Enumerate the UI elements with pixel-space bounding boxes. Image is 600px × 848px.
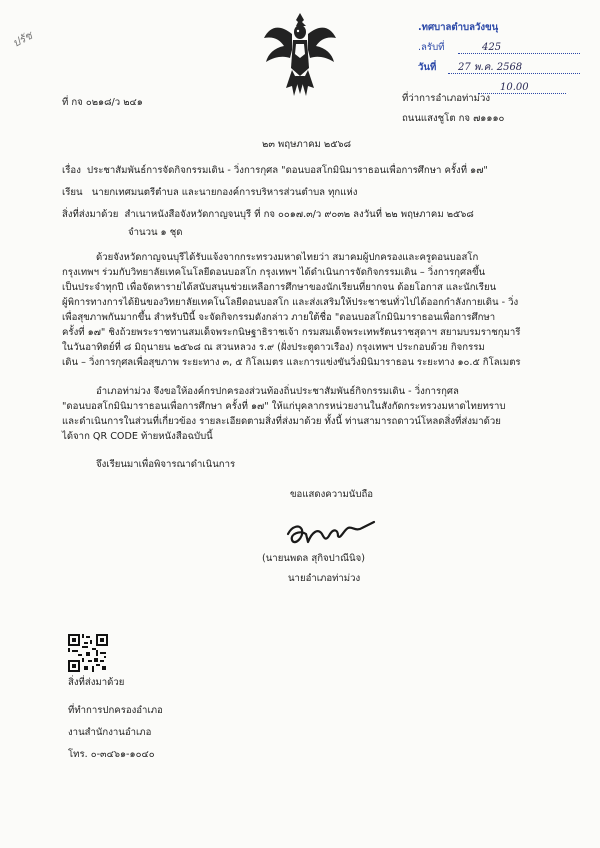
paragraph-1 xyxy=(62,250,558,370)
paragraph-line: กรุงเทพฯ ร่วมกับวิทยาลัยเทคโนโลยีดอนบอสโก กรุงเทพฯ ได้ดำเนินการจัดกิจกรรมเดิน – วิ่งการกุศลขึ้น xyxy=(62,267,486,278)
stamp-org: .ทศบาลตำบลวังขนุ xyxy=(418,22,499,33)
stamp-received-number: 425 xyxy=(482,42,502,53)
footer-department: งานสำนักงานอำเภอ xyxy=(68,727,152,738)
subject-row xyxy=(62,164,488,178)
paragraph-line: เป็นประจำทุกปี เพื่อจัดหารายได้สนับสนุนช่วยเหลือการศึกษาของนักเรียนที่ยากจน ด้อยโอกาส และนักเรียน xyxy=(62,282,497,293)
recipient-text: นายกเทศมนตรีตำบล และนายกองค์การบริหารส่วนตำบล ทุกแห่ง xyxy=(91,187,358,198)
paragraph-2 xyxy=(62,384,558,444)
paragraph-line: ครั้งที่ ๑๗" ชิงถ้วยพระราชทานสมเด็จพระกนิษฐาธิราชเจ้า กรมสมเด็จพระเทพรัตนราชสุดาฯ สยามบรมราชกุมารี xyxy=(62,327,521,338)
enclosure-text: สำเนาหนังสือจังหวัดกาญจนบุรี ที่ กจ ๐๐๑๗.๓/ว ๙๐๓๒ ลงวันที่ ๒๒ พฤษภาคม ๒๕๖๘ xyxy=(124,209,474,220)
receiving-stamp xyxy=(418,18,580,94)
garuda-emblem-icon xyxy=(262,10,338,100)
stamp-time: 10.00 xyxy=(500,82,529,93)
signature-image xyxy=(282,512,378,552)
paragraph-line: เพื่อสุขภาพกันมากขึ้น สำหรับปีนี้ จะจัดกิจกรรมดังกล่าว ภายใต้ชื่อ "ดอนบอสโกมินิมาราธอนเพื่อการศึกษา xyxy=(62,312,496,323)
recipient-label: เรียน xyxy=(62,187,83,198)
paragraph-line: อำเภอท่าม่วง จึงขอให้องค์กรปกครองส่วนท้องถิ่นประชาสัมพันธ์กิจกรรมเดิน - วิ่งการกุศล xyxy=(96,386,459,397)
paragraph-line: "ดอนบอสโกมินิมาราธอนเพื่อการศึกษา ครั้งที่ ๑๗" ให้แก่บุคลากรหน่วยงานในสังกัดกระทรวงมหาดไทยทราบ xyxy=(62,401,506,412)
paragraph-line: ผู้พิการทางการได้ยินของวิทยาลัยเทคโนโลยีดอนบอสโก และส่งเสริมให้ประชาชนทั่วไปได้ออกกำลังกายเดิน - วิ่ง xyxy=(62,297,519,308)
office-address-line2: ถนนแสงชูโต กจ ๗๑๑๑๐ xyxy=(402,113,505,124)
footer-phone: โทร. ๐-๓๔๖๑-๑๐๔๐ xyxy=(68,749,155,760)
office-address-line1: ที่ว่าการอำเภอท่าม่วง xyxy=(402,93,491,104)
paragraph-line: และดำเนินการในส่วนที่เกี่ยวข้อง รายละเอียดตามสิ่งที่ส่งมาด้วย ทั้งนี้ ท่านสามารถดาวน์โหลดสิ่งที่ส่งมาด้วย xyxy=(62,416,501,427)
margin-note: ปรัช xyxy=(10,28,35,50)
enclosure-label: สิ่งที่ส่งมาด้วย xyxy=(62,209,119,220)
qr-code-image xyxy=(68,634,108,672)
subject-label: เรื่อง xyxy=(62,165,81,176)
enclosure-row xyxy=(62,208,474,222)
subject-text: ประชาสัมพันธ์การจัดกิจกรรมเดิน - วิ่งการกุศล "ดอนบอสโกมินิมาราธอนเพื่อการศึกษา ครั้งที่ ๑๗" xyxy=(87,165,488,176)
paragraph-line: ได้จาก QR CODE ท้ายหนังสือฉบับนี้ xyxy=(62,431,213,442)
paragraph-3: จึงเรียนมาเพื่อพิจารณาดำเนินการ xyxy=(96,459,236,470)
document-date: ๒๓ พฤษภาคม ๒๕๖๘ xyxy=(262,139,351,150)
stamp-date-value: 27 พ.ค. 2568 xyxy=(458,62,523,73)
document-number: ที่ กจ ๐๒๑๘/ว ๒๔๑ xyxy=(62,97,143,108)
footer-office: ที่ทำการปกครองอำเภอ xyxy=(68,705,163,716)
signer-title: นายอำเภอท่าม่วง xyxy=(288,573,361,584)
stamp-received-label: .ลรับที่ xyxy=(418,42,445,53)
paragraph-line: เดิน – วิ่งการกุศลเพื่อสุขภาพ ระยะทาง ๓, ๕ กิโลเมตร และการแข่งขันวิ่งมินิมาราธอน ระยะทาง ๑๐.๕ กิโลเมตร xyxy=(62,357,521,368)
qr-caption: สิ่งที่ส่งมาด้วย xyxy=(68,677,125,688)
paragraph-line: ในวันอาทิตย์ที่ ๘ มิถุนายน ๒๕๖๘ ณ สวนหลวง ร.๙ (ฝั่งประตูดาวเรือง) กรุงเทพฯ ประกอบด้วย กิจกรรม xyxy=(62,342,485,353)
recipient-row xyxy=(62,186,357,200)
closing-text: ขอแสดงความนับถือ xyxy=(290,489,374,500)
enclosure-quantity: จำนวน ๑ ชุด xyxy=(128,227,183,238)
stamp-date-label: วันที่ xyxy=(418,62,437,73)
paragraph-line: ด้วยจังหวัดกาญจนบุรีได้รับแจ้งจากกระทรวงมหาดไทยว่า สมาคมผู้ปกครองและครูดอนบอสโก xyxy=(96,252,479,263)
signer-name: (นายนพดล สุกิจปาณีนิจ) xyxy=(262,553,365,564)
